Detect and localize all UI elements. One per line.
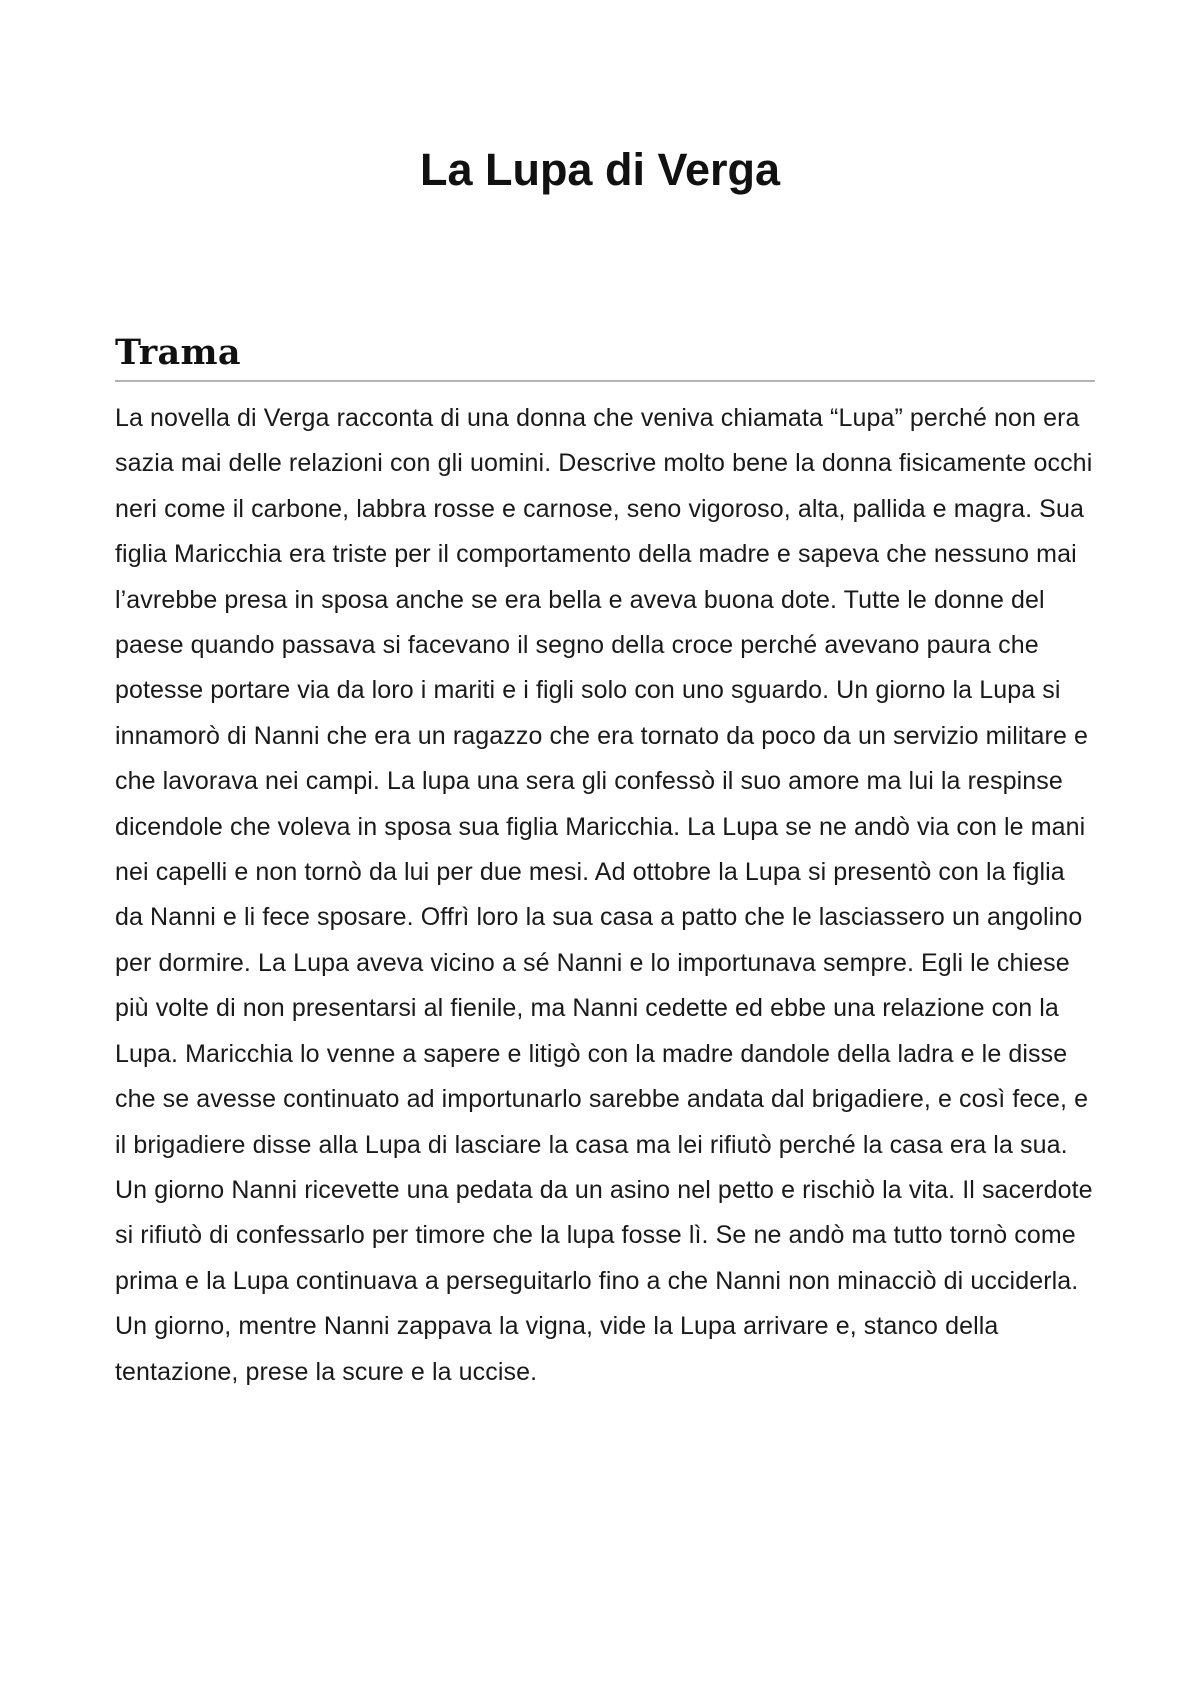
- section-body-paragraph: La novella di Verga racconta di una donna che veniva chiamata “Lupa” perché non era sazia mai delle relazioni con gli uomini. Descrive molto bene la donna fisicamente occhi neri come il carbone, labbra rosse e carnose, seno vigoroso, alta, pallida e magra. Sua figlia Maricchia era triste per il comportamento della madre e sapeva che nessuno mai l’avrebbe presa in sposa anche se era bella e aveva buona dote. Tutte le donne del paese quando passava si facevano il segno della croce perché avevano paura che potesse portare via da loro i mariti e i figli solo con uno sguardo. Un giorno la Lupa si innamorò di Nanni che era un ragazzo che era tornato da poco da un servizio militare e che lavorava nei campi. La lupa una sera gli confessò il suo amore ma lui la respinse dicendole che voleva in sposa sua figlia Maricchia. La Lupa se ne andò via con le mani nei capelli e non tornò da lui per due mesi. Ad ottobre la Lupa si presentò con la figlia da Nanni e li fece sposare. Offrì loro la sua casa a patto che le lasciassero un angolino per dormire. La Lupa aveva vicino a sé Nanni e lo importunava sempre. Egli le chiese più volte di non presentarsi al fienile, ma Nanni cedette ed ebbe una relazione con la Lupa. Maricchia lo venne a sapere e litigò con la madre dandole della ladra e le disse che se avesse continuato ad importunarlo sarebbe andata dal brigadiere, e così fece, e il brigadiere disse alla Lupa di lasciare la casa ma lei rifiutò perché la casa era la sua. Un giorno Nanni ricevette una pedata da un asino nel petto e rischiò la vita. Il sacerdote si rifiutò di confessarlo per timore che la lupa fosse lì. Se ne andò ma tutto tornò come prima e la Lupa continuava a perseguitarlo fino a che Nanni non minacciò di ucciderla. Un giorno, mentre Nanni zappava la vigna, vide la Lupa arrivare e, stanco della tentazione, prese la scure e la uccise.: [115, 404, 1093, 1386]
- section-heading: Trama: [115, 332, 241, 373]
- section-trama: [115, 330, 1095, 1395]
- document-title: La Lupa di Verga: [419, 144, 781, 195]
- section-divider: [115, 380, 1095, 382]
